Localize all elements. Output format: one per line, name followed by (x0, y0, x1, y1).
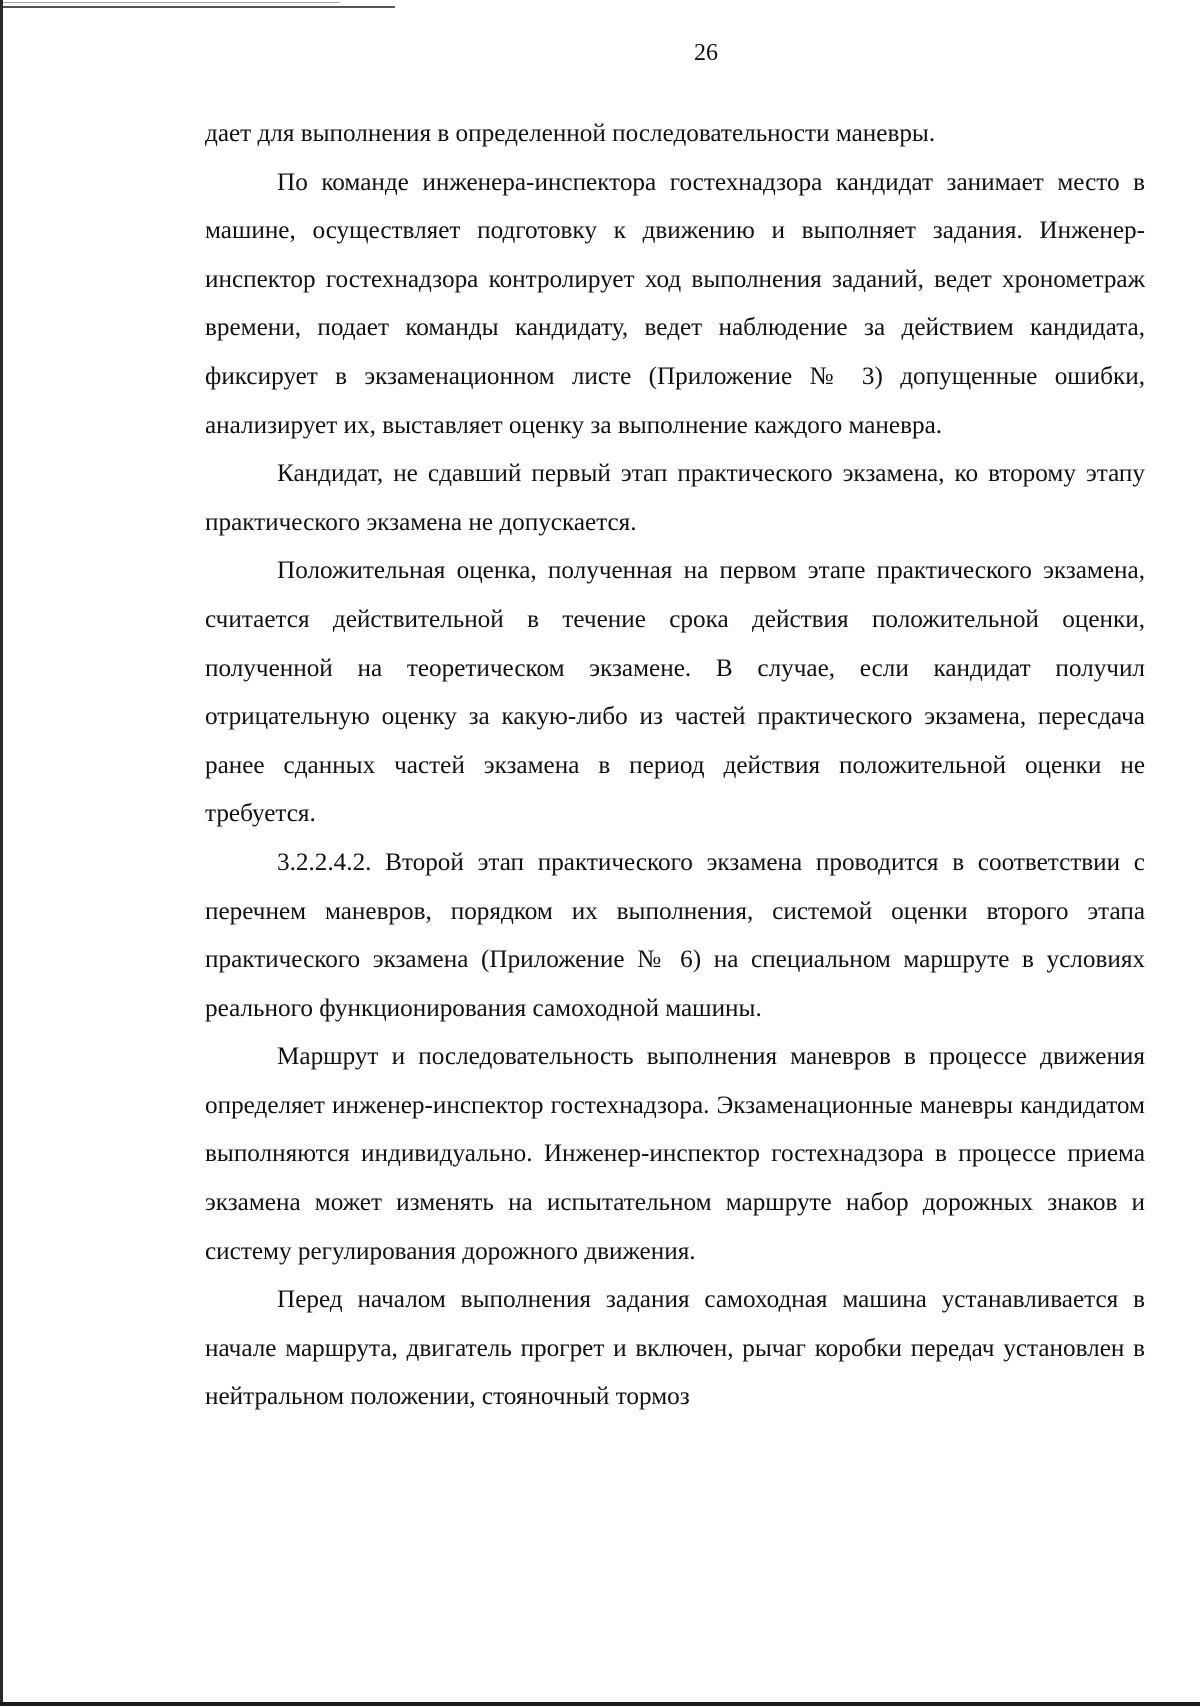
paragraph: Маршрут и последовательность выполнения маневров в процессе движения определяет инженер-инспектор гостехнадзора. Экзаменационные маневры кандидатом выполняются индивидуально. Инженер-инспектор гостехнадзора в процессе приема экзамена может изменять на испытательном маршруте набор дорожных знаков и систему регулирования дорожного движения. (205, 1043, 1145, 1265)
paragraph: Перед началом выполнения задания самоходная машина устанавливается в начале маршрута, двигатель прогрет и включен, рычаг коробки передач установлен в нейтральном положении, стояночный тормоз (205, 1286, 1145, 1411)
paragraph-continuation: дает для выполнения в определенной последовательности маневры. (205, 120, 936, 147)
scan-edge-left (0, 0, 3, 1706)
paragraph: По команде инженера-инспектора гостехнадзора кандидат занимает место в машине, осуществляет подготовку к движению и выполняет задания. Инженер-инспектор гостехнадзора контролирует ход выполнения заданий, ведет хронометраж времени, подает команды кандидату, ведет наблюдение за действием кандидата, фиксирует в экзаменационном листе (Приложение № 3) допущенные ошибки, анализирует их, выставляет оценку за выполнение каждого маневра. (205, 168, 1145, 439)
scan-edge-top (0, 6, 395, 8)
paragraph: Положительная оценка, полученная на первом этапе практического экзамена, считается действительной в течение срока действия положительной оценки, полученной на теоретическом экзамене. В случае, если кандидат получил отрицательную оценку за какую-либо из частей практического экзамена, пересдача ранее сданных частей экзамена в период действия положительной оценки не требуется. (205, 557, 1145, 828)
scan-edge-bottom (0, 1702, 1200, 1706)
document-body (205, 110, 1145, 1422)
paragraph-section-3-2-2-4-2: 3.2.2.4.2. Второй этап практического экзамена проводится в соответствии с перечнем маневров, порядком их выполнения, системой оценки второго этапа практического экзамена (Приложение № 6) на специальном маршруте в условиях реального функционирования самоходной машины. (205, 848, 1145, 1022)
scan-edge-top-light (0, 2, 340, 3)
paragraph: Кандидат, не сдавший первый этап практического экзамена, ко второму этапу практического экзамена не допускается. (205, 460, 1145, 536)
page-number: 26 (694, 40, 718, 66)
